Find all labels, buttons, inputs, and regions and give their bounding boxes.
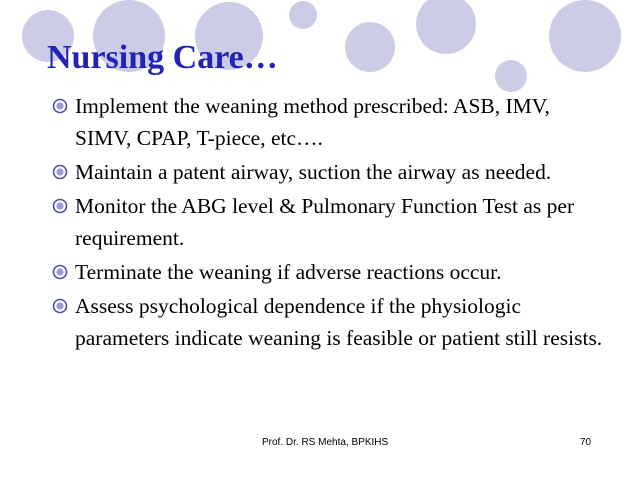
bullet-item	[50, 256, 605, 288]
decor-circle	[495, 60, 527, 92]
target-bullet-icon	[52, 198, 68, 214]
decor-circle	[345, 22, 395, 72]
slide-title: Nursing Care…	[47, 39, 278, 76]
bullet-text: Monitor the ABG level & Pulmonary Function Test as per requirement.	[75, 194, 575, 250]
bullet-list	[50, 90, 605, 356]
bullet-item	[50, 190, 605, 254]
page-number: 70	[580, 437, 592, 448]
target-bullet-icon	[52, 264, 68, 280]
bullet-text: Implement the weaning method prescribed: ASB, IMV, SIMV, CPAP, T-piece, etc….	[75, 94, 550, 150]
bullet-item	[50, 90, 605, 154]
footer-author: Prof. Dr. RS Mehta, BPKIHS	[262, 437, 389, 448]
target-bullet-icon	[52, 298, 68, 314]
decor-circle	[549, 0, 621, 72]
bullet-text: Maintain a patent airway, suction the airway as needed.	[75, 160, 552, 184]
target-bullet-icon	[52, 164, 68, 180]
bullet-text: Assess psychological dependence if the physiologic parameters indicate weaning is feasible or patient still resists.	[75, 294, 603, 350]
bullet-text: Terminate the weaning if adverse reactions occur.	[75, 260, 502, 284]
bullet-item	[50, 156, 605, 188]
target-bullet-icon	[52, 98, 68, 114]
bullet-item	[50, 290, 605, 354]
decor-circle	[416, 0, 476, 54]
decor-circle	[289, 1, 317, 29]
